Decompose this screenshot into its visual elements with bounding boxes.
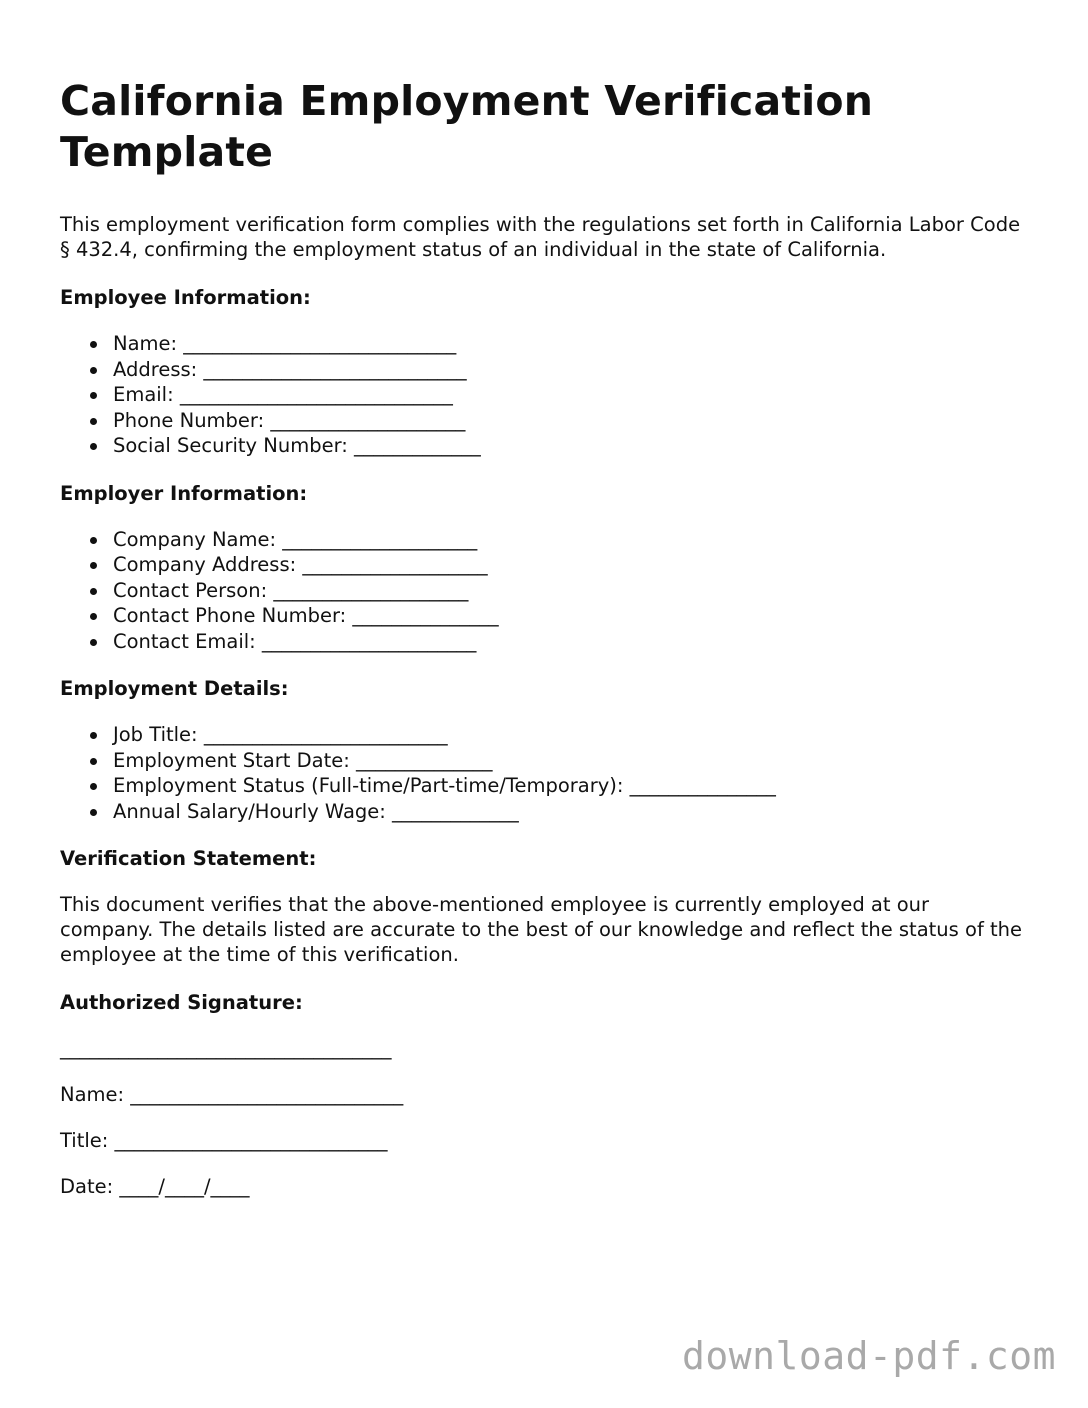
salary-field: Annual Salary/Hourly Wage: _____________ [113, 799, 1028, 825]
signer-name-field: Name: ____________________________ [60, 1083, 404, 1106]
company-name-field: Company Name: ____________________ [113, 527, 1028, 553]
contact-email-field: Contact Email: ______________________ [113, 629, 1028, 655]
employee-name-field: Name: ____________________________ [113, 331, 1028, 357]
signature-block [60, 1036, 1028, 1199]
employee-address-field: Address: ___________________________ [113, 357, 1028, 383]
contact-phone-field: Contact Phone Number: _______________ [113, 603, 1028, 629]
employee-email-field: Email: ____________________________ [113, 382, 1028, 408]
page-title: California Employment Verification Template [60, 77, 874, 176]
signature-line: __________________________________ [60, 1037, 392, 1060]
job-title-field: Job Title: _________________________ [113, 722, 1028, 748]
employment-status-field: Employment Status (Full-time/Part-time/Temporary): _______________ [113, 773, 1028, 799]
signature-date-field: Date: ____/____/____ [60, 1175, 250, 1198]
watermark-text: download-pdf.com [681, 1334, 1056, 1378]
intro-paragraph: This employment verification form complies with the regulations set forth in California Labor Code § 432.4, confirming the employment status of an individual in the state of California. [60, 213, 1021, 261]
employee-ssn-field: Social Security Number: _____________ [113, 433, 1028, 459]
signer-title-field: Title: ____________________________ [60, 1129, 388, 1152]
verification-section-heading: Verification Statement: [60, 847, 317, 870]
employment-list [60, 722, 1028, 824]
company-address-field: Company Address: ___________________ [113, 552, 1028, 578]
contact-person-field: Contact Person: ____________________ [113, 578, 1028, 604]
employer-list [60, 527, 1028, 655]
employee-phone-field: Phone Number: ____________________ [113, 408, 1028, 434]
employment-section-heading: Employment Details: [60, 677, 289, 700]
employee-list [60, 331, 1028, 459]
document-page [60, 76, 1028, 1220]
employer-section-heading: Employer Information: [60, 481, 308, 505]
verification-statement: This document verifies that the above-mentioned employee is currently employed at our company. The details listed are accurate to the best of our knowledge and reflect the status of the employee at the time of this verification. [60, 893, 1023, 966]
signature-section-heading: Authorized Signature: [60, 991, 303, 1014]
employee-section-heading: Employee Information: [60, 286, 311, 309]
start-date-field: Employment Start Date: ______________ [113, 748, 1028, 774]
